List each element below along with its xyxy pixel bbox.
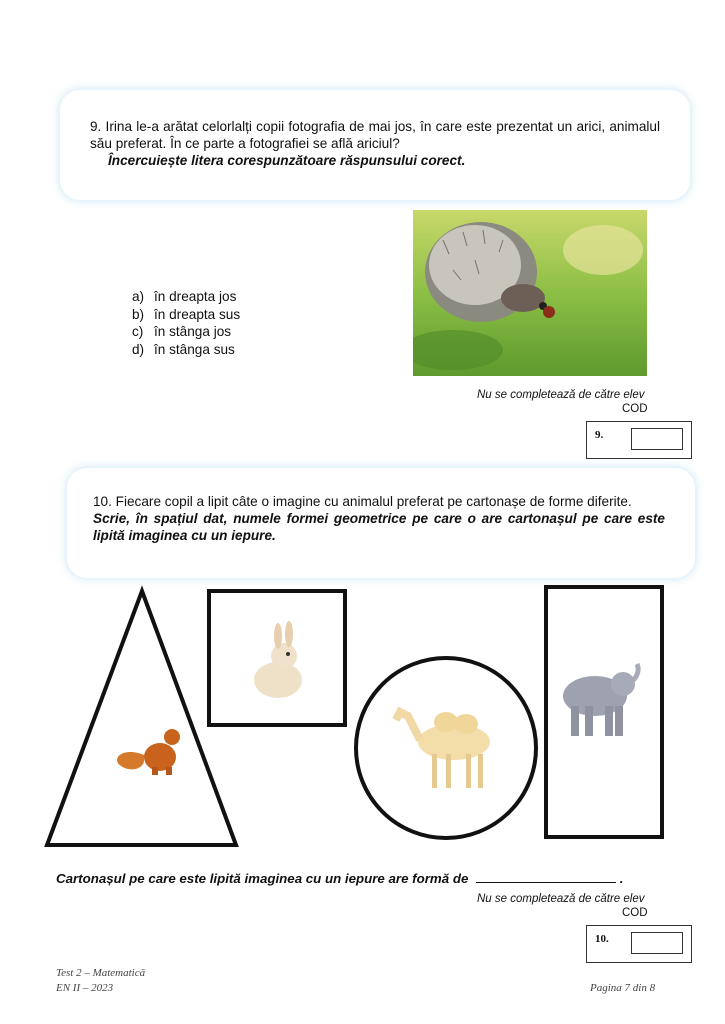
- cod-label-9: COD: [622, 403, 648, 415]
- option-c[interactable]: c) în stânga jos: [132, 324, 232, 339]
- answer-blank[interactable]: [476, 870, 616, 883]
- code-field-10[interactable]: [631, 932, 683, 954]
- rectangle-card: [543, 584, 665, 840]
- answer-prompt: Cartonașul pe care este lipită imaginea cu un iepure are formă de: [56, 871, 469, 886]
- code-box-10: [586, 925, 692, 963]
- square-card: [206, 588, 348, 728]
- cod-label-10: COD: [622, 907, 648, 919]
- question-9-statement: 9. Irina le-a arătat celorlalți copii fotografia de mai jos, în care este prezentat un arici, animalul său preferat. În ce parte a fotografiei se află ariciul?: [90, 119, 660, 151]
- question-9-options: [132, 288, 240, 358]
- grader-note-10: Nu se completează de către elev: [477, 893, 645, 905]
- answer-end: .: [619, 871, 624, 886]
- footer-test: Test 2 – Matematică: [56, 967, 146, 979]
- footer-exam: EN II – 2023: [56, 982, 114, 994]
- option-d[interactable]: d) în stânga sus: [132, 341, 235, 357]
- grader-note-9: Nu se completează de către elev: [477, 389, 645, 401]
- question-10-statement: 10. Fiecare copil a lipit câte o imagine cu animalul preferat pe cartonașe de forme diferite.: [93, 494, 632, 509]
- answer-line: [56, 870, 623, 886]
- option-b[interactable]: b) în dreapta sus: [132, 306, 241, 322]
- option-a[interactable]: a) în dreapta jos: [132, 289, 237, 304]
- question-9-text: [90, 118, 660, 169]
- circle-card: [350, 652, 542, 844]
- footer-page: Pagina 7 din 8: [590, 982, 656, 994]
- hedgehog-photo: [413, 210, 647, 376]
- question-10-text: [93, 493, 665, 544]
- code-box-9: [586, 421, 692, 459]
- code-field-9[interactable]: [631, 428, 683, 450]
- code-number-9: 9.: [595, 429, 604, 441]
- code-number-10: 10.: [595, 933, 609, 945]
- question-9-instruction: Încercuiește litera corespunzătoare răspunsului corect.: [108, 153, 466, 168]
- question-10-instruction: Scrie, în spațiul dat, numele formei geometrice pe care o are cartonașul pe care este lipită imaginea cu un iepure.: [93, 511, 665, 543]
